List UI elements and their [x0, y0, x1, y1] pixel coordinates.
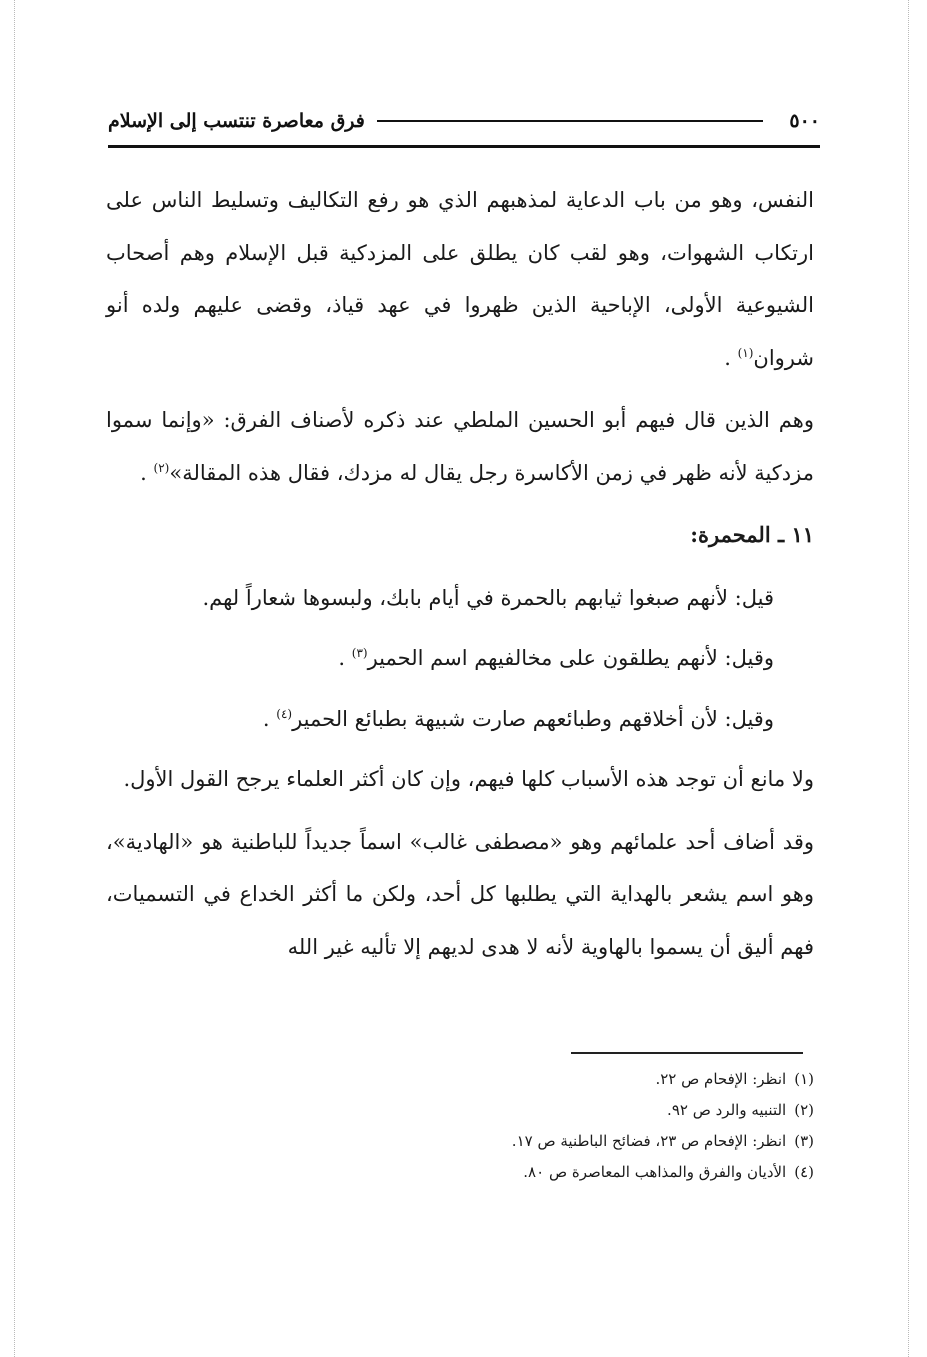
- paragraph: [106, 174, 814, 384]
- footnote: [106, 1095, 814, 1126]
- scan-edge-line: [908, 0, 909, 1357]
- footnote-ref: (١): [737, 345, 754, 360]
- footnote-text: انظر: الإفحام ص ٢٢.: [655, 1070, 787, 1088]
- footnote: [106, 1126, 814, 1157]
- footnote-text: التنبيه والرد ص ٩٢.: [667, 1101, 787, 1119]
- list-item-text: وقيل: لأنهم يطلقون على مخالفيهم اسم الحمير: [367, 646, 774, 670]
- list-item: [106, 632, 814, 685]
- scan-edge-line: [14, 0, 15, 1357]
- list-item: [106, 693, 814, 746]
- footnote-ref: (٤): [276, 706, 293, 721]
- footnote-text: الأديان والفرق والمذاهب المعاصرة ص ٨٠.: [523, 1163, 787, 1181]
- footnotes: [106, 1064, 814, 1188]
- section-heading: ١١ ـ المحمرة:: [690, 522, 814, 547]
- footnote-number: (١): [794, 1070, 814, 1088]
- footnote: [106, 1064, 814, 1095]
- paragraph-text: وهم الذين قال فيهم أبو الحسين الملطي عند ذكره لأصناف الفرق: «وإنما سموا مزدكية لأنه ظهر في زمن الأكاسرة رجل يقال له مزدك، فقال هذه المقالة»: [106, 408, 814, 485]
- list-item: قيل: لأنهم صبغوا ثيابهم بالحمرة في أيام بابك، ولبسوها شعاراً لهم.: [202, 585, 774, 610]
- footnote: [106, 1157, 814, 1188]
- header-dash-line: [377, 120, 764, 122]
- main-text: [106, 174, 814, 973]
- header-rule: [108, 145, 820, 148]
- page-header: [108, 106, 820, 136]
- list-item-text: وقيل: لأن أخلاقهم وطبائعهم صارت شبيهة بطبائع الحمير: [292, 706, 774, 731]
- footnote-number: (٤): [794, 1163, 814, 1181]
- paragraph: ولا مانع أن توجد هذه الأسباب كلها فيهم، وإن كان أكثر العلماء يرجح القول الأول.: [123, 767, 814, 791]
- footnote-ref: (٣): [351, 646, 368, 660]
- paragraph: [106, 394, 814, 499]
- footnote-separator: [571, 1052, 803, 1054]
- paragraph-text: النفس، وهو من باب الدعاية لمذهبهم الذي هو رفع التكاليف وتسليط الناس على ارتكاب الشهوات، وهو لقب كان يطلق على المزدكية قبل الإسلام وهم أصحاب الشيوعية الأولى، الإباحية الذين ظهروا في عهد قياذ، وقضى عليهم ولده أنو شروان: [106, 188, 814, 370]
- running-title: فرق معاصرة تنتسب إلى الإسلام: [108, 110, 365, 132]
- paragraph-end: .: [724, 345, 738, 370]
- footnote-ref: (٢): [153, 460, 170, 475]
- paragraph: وقد أضاف أحد علمائهم وهو «مصطفى غالب» اسماً جديداً للباطنية هو «الهادية»، وهو اسم يشعر بالهداية التي يطلبها كل أحد، ولكن ما أكثر الخداع في التسميات، فهم أليق أن يسموا بالهاوية لأنه لا هدى لديهم إلا تأليه غير الله: [106, 829, 814, 959]
- list-item-end: .: [338, 646, 352, 670]
- list-item-end: .: [262, 706, 277, 731]
- paragraph-end: .: [140, 460, 154, 485]
- footnote-number: (٢): [794, 1101, 814, 1119]
- footnote-text: انظر: الإفحام ص ٢٣، فضائح الباطنية ص ١٧.: [511, 1132, 787, 1150]
- page-number: ٥٠٠: [789, 110, 820, 132]
- footnote-number: (٣): [794, 1132, 814, 1150]
